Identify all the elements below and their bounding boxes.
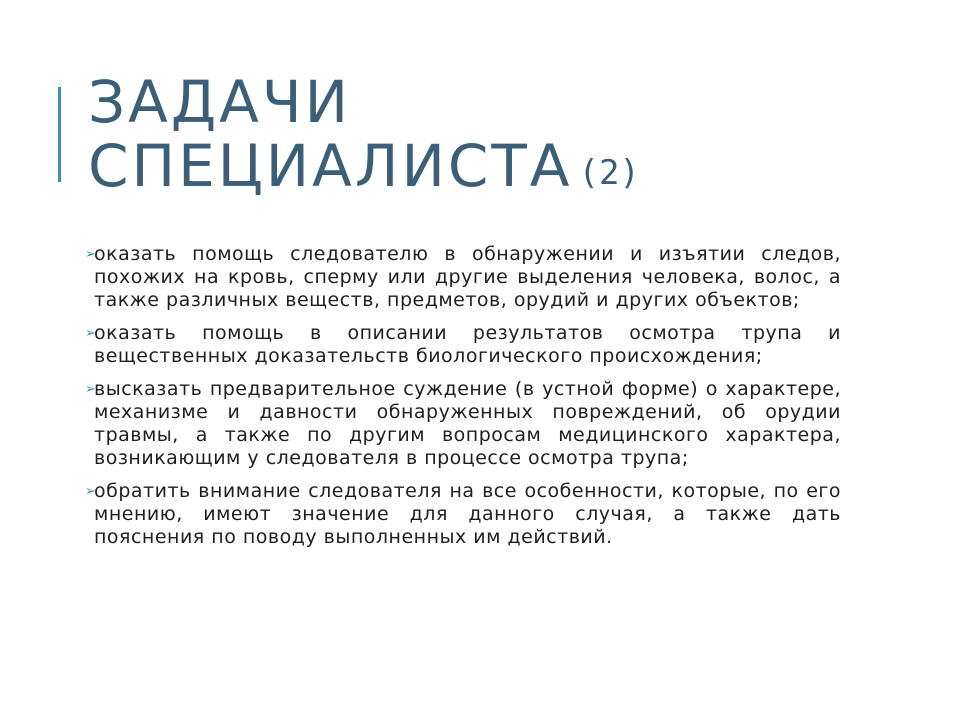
arrow-bullet-icon: ➢ [85, 326, 97, 341]
title-line-1: ЗАДАЧИ [88, 68, 351, 136]
title-line-2 [88, 134, 908, 205]
arrow-bullet-icon: ➢ [85, 382, 97, 397]
title-suffix: (2) [578, 153, 640, 193]
arrow-bullet-icon: ➢ [85, 247, 97, 262]
bullet-list [85, 243, 841, 559]
bullet-item [85, 243, 841, 312]
arrow-bullet-icon: ➢ [85, 484, 97, 499]
bullet-item-text: высказать предварительное суждение (в устной форме) о характере, механизме и давности обнаруженных повреждений, об орудии травмы, а также по другим вопросам медицинского характера, возникающим у следователя в процессе осмотра трупа; [94, 378, 841, 469]
bullet-item [85, 322, 841, 368]
bullet-item-text: оказать помощь в описании результатов осмотра трупа и вещественных доказательств биологического происхождения; [94, 322, 841, 367]
slide-title [88, 70, 908, 205]
title-accent-bar [58, 87, 61, 182]
bullet-item-text: обратить внимание следователя на все особенности, которые, по его мнению, имеют значение для данного случая, а также дать пояснения по поводу выполненных им действий. [94, 480, 841, 548]
bullet-item [85, 480, 841, 549]
title-line-2-text: СПЕЦИАЛИСТА [88, 132, 573, 200]
bullet-item [85, 378, 841, 470]
bullet-item-text: оказать помощь следователю в обнаружении и изъятии следов, похожих на кровь, сперму или другие выделения человека, волос, а также различных веществ, предметов, орудий и других объектов; [94, 243, 841, 311]
